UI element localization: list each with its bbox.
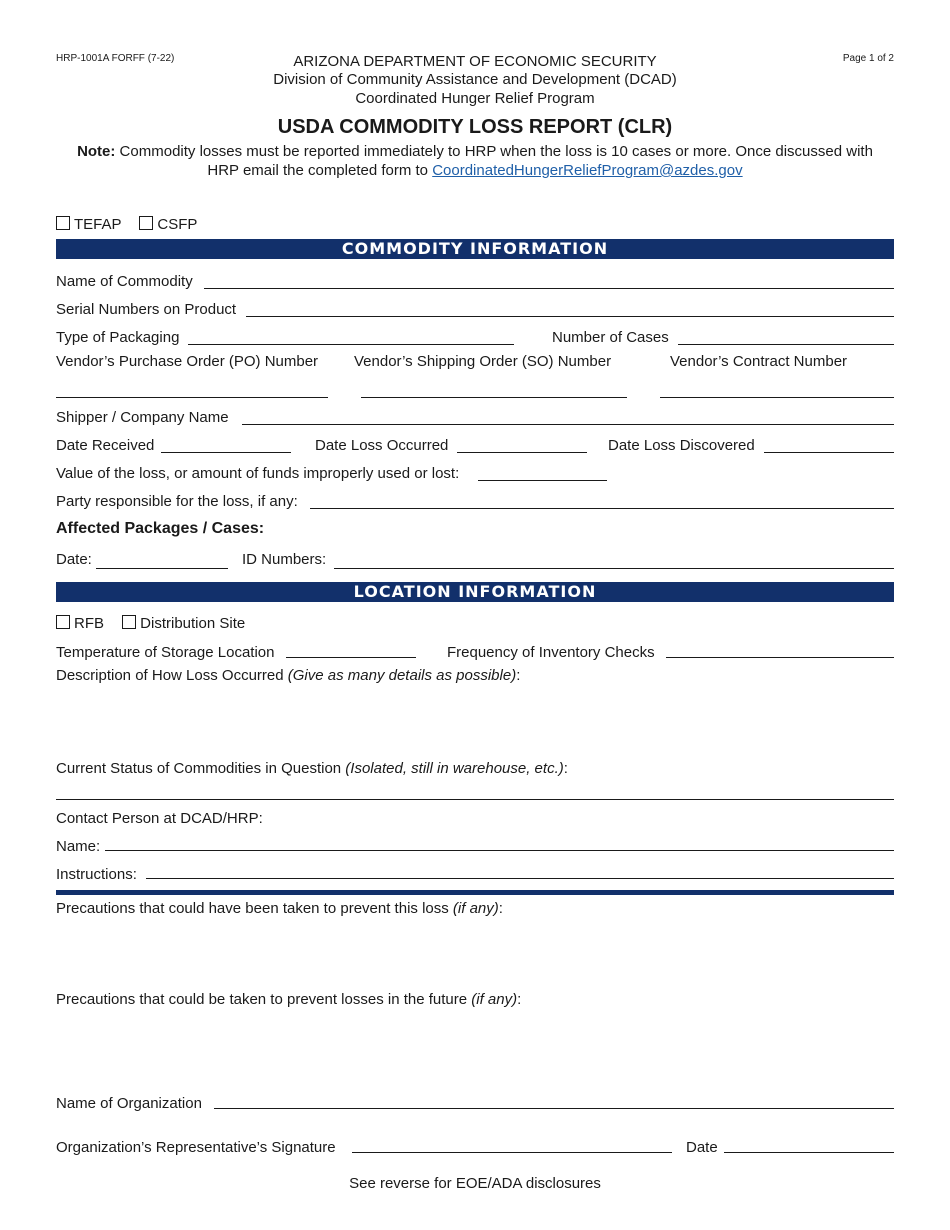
- precautions-past-hint: (if any): [452, 900, 499, 917]
- po-number-label: Vendor’s Purchase Order (PO) Number: [56, 353, 319, 370]
- affected-date-field[interactable]: [96, 568, 228, 569]
- rfb-checkbox[interactable]: [56, 615, 104, 632]
- status-label: Current Status of Commodities in Question (Isolated, still in warehouse, etc.):: [56, 760, 568, 777]
- frequency-label: Frequency of Inventory Checks: [447, 644, 655, 661]
- precautions-past-area[interactable]: [56, 922, 894, 988]
- program-name: Coordinated Hunger Relief Program: [355, 90, 595, 107]
- signature-date-label: Date: [686, 1139, 718, 1156]
- note-label: Note:: [77, 143, 116, 160]
- precautions-future-hint: (if any): [471, 991, 518, 1008]
- description-label-text: Description of How Loss Occurred: [56, 667, 288, 684]
- status-label-text: Current Status of Commodities in Question: [56, 760, 346, 777]
- affected-date-label: Date:: [56, 551, 92, 568]
- instructions-label: Instructions:: [56, 866, 137, 883]
- shipper-label: Shipper / Company Name: [56, 409, 229, 426]
- contact-name-label: Name:: [56, 838, 101, 855]
- email-link[interactable]: CoordinatedHungerReliefProgram@azdes.gov: [432, 162, 743, 179]
- date-received-label: Date Received: [56, 437, 155, 454]
- status-hint: (Isolated, still in warehouse, etc.): [345, 760, 564, 777]
- precautions-past-text: Precautions that could have been taken to prevent this loss: [56, 900, 453, 917]
- section-divider: [56, 890, 894, 895]
- location-checkboxes: [56, 615, 245, 632]
- precautions-future-area[interactable]: [56, 1013, 894, 1089]
- checkbox-icon: [139, 216, 153, 230]
- commodity-section-header: COMMODITY INFORMATION: [56, 239, 894, 259]
- precautions-future-label: Precautions that could be taken to prevent losses in the future (if any):: [56, 991, 522, 1008]
- tefap-label: TEFAP: [74, 216, 122, 233]
- organization-label: Name of Organization: [56, 1095, 202, 1112]
- csfp-checkbox[interactable]: [139, 216, 197, 233]
- type-of-packaging-field[interactable]: [188, 344, 514, 345]
- form-code: HRP-1001A FORFF (7-22): [56, 53, 175, 64]
- note-line-2-text: HRP email the completed form to: [207, 162, 433, 179]
- signature-label: Organization’s Representative’s Signature: [56, 1139, 336, 1156]
- note-line-1: [0, 143, 950, 160]
- date-loss-discovered-field[interactable]: [764, 452, 894, 453]
- type-of-packaging-label: Type of Packaging: [56, 329, 180, 346]
- so-number-label: Vendor’s Shipping Order (SO) Number: [354, 353, 612, 370]
- distribution-site-checkbox[interactable]: [122, 615, 245, 632]
- contract-number-field[interactable]: [660, 397, 894, 398]
- number-of-cases-field[interactable]: [678, 344, 894, 345]
- value-of-loss-field[interactable]: [478, 480, 607, 481]
- contact-name-field[interactable]: [105, 850, 894, 851]
- serial-numbers-field[interactable]: [246, 316, 894, 317]
- temperature-label: Temperature of Storage Location: [56, 644, 275, 661]
- checkbox-icon: [56, 216, 70, 230]
- date-loss-occurred-label: Date Loss Occurred: [315, 437, 449, 454]
- date-loss-discovered-label: Date Loss Discovered: [608, 437, 755, 454]
- id-numbers-label: ID Numbers:: [242, 551, 327, 568]
- program-checkboxes: [56, 216, 197, 233]
- location-section-header: LOCATION INFORMATION: [56, 582, 894, 602]
- description-label: Description of How Loss Occurred (Give as many details as possible):: [56, 667, 521, 684]
- shipper-field[interactable]: [242, 424, 894, 425]
- status-field[interactable]: [56, 799, 894, 800]
- distribution-site-label: Distribution Site: [140, 615, 246, 632]
- tefap-checkbox[interactable]: [56, 216, 121, 233]
- precautions-past-label: Precautions that could have been taken to prevent this loss (if any):: [56, 900, 503, 917]
- checkbox-icon: [122, 615, 136, 629]
- number-of-cases-label: Number of Cases: [552, 329, 669, 346]
- agency-name: ARIZONA DEPARTMENT OF ECONOMIC SECURITY: [293, 53, 657, 70]
- page-title: USDA COMMODITY LOSS REPORT (CLR): [277, 116, 673, 138]
- note-text: Commodity losses must be reported immediately to HRP when the loss is 10 cases or more. Once discussed with: [115, 143, 873, 160]
- note-line-2: [0, 162, 950, 179]
- po-number-field[interactable]: [56, 397, 328, 398]
- description-hint: (Give as many details as possible): [287, 667, 517, 684]
- date-received-field[interactable]: [161, 452, 291, 453]
- id-numbers-field[interactable]: [334, 568, 894, 569]
- affected-heading: Affected Packages / Cases:: [56, 520, 265, 537]
- party-responsible-label: Party responsible for the loss, if any:: [56, 493, 298, 510]
- value-of-loss-label: Value of the loss, or amount of funds improperly used or lost:: [56, 465, 460, 482]
- precautions-future-text: Precautions that could be taken to prevent losses in the future: [56, 991, 472, 1008]
- signature-field[interactable]: [352, 1152, 672, 1153]
- so-number-field[interactable]: [361, 397, 627, 398]
- csfp-label: CSFP: [157, 216, 198, 233]
- name-of-commodity-field[interactable]: [204, 288, 894, 289]
- temperature-field[interactable]: [286, 657, 416, 658]
- contract-number-label: Vendor’s Contract Number: [670, 353, 848, 370]
- name-of-commodity-label: Name of Commodity: [56, 273, 193, 290]
- description-area[interactable]: [56, 688, 894, 758]
- party-responsible-field[interactable]: [310, 508, 894, 509]
- signature-date-field[interactable]: [724, 1152, 894, 1153]
- serial-numbers-label: Serial Numbers on Product: [56, 301, 237, 318]
- checkbox-icon: [56, 615, 70, 629]
- organization-field[interactable]: [214, 1108, 894, 1109]
- frequency-field[interactable]: [666, 657, 894, 658]
- division-name: Division of Community Assistance and Development (DCAD): [273, 71, 677, 88]
- page-number: Page 1 of 2: [842, 53, 894, 64]
- contact-label: Contact Person at DCAD/HRP:: [56, 810, 263, 827]
- date-loss-occurred-field[interactable]: [457, 452, 587, 453]
- instructions-field[interactable]: [146, 878, 894, 879]
- rfb-label: RFB: [74, 615, 104, 632]
- disclosure-note: See reverse for EOE/ADA disclosures: [349, 1175, 601, 1192]
